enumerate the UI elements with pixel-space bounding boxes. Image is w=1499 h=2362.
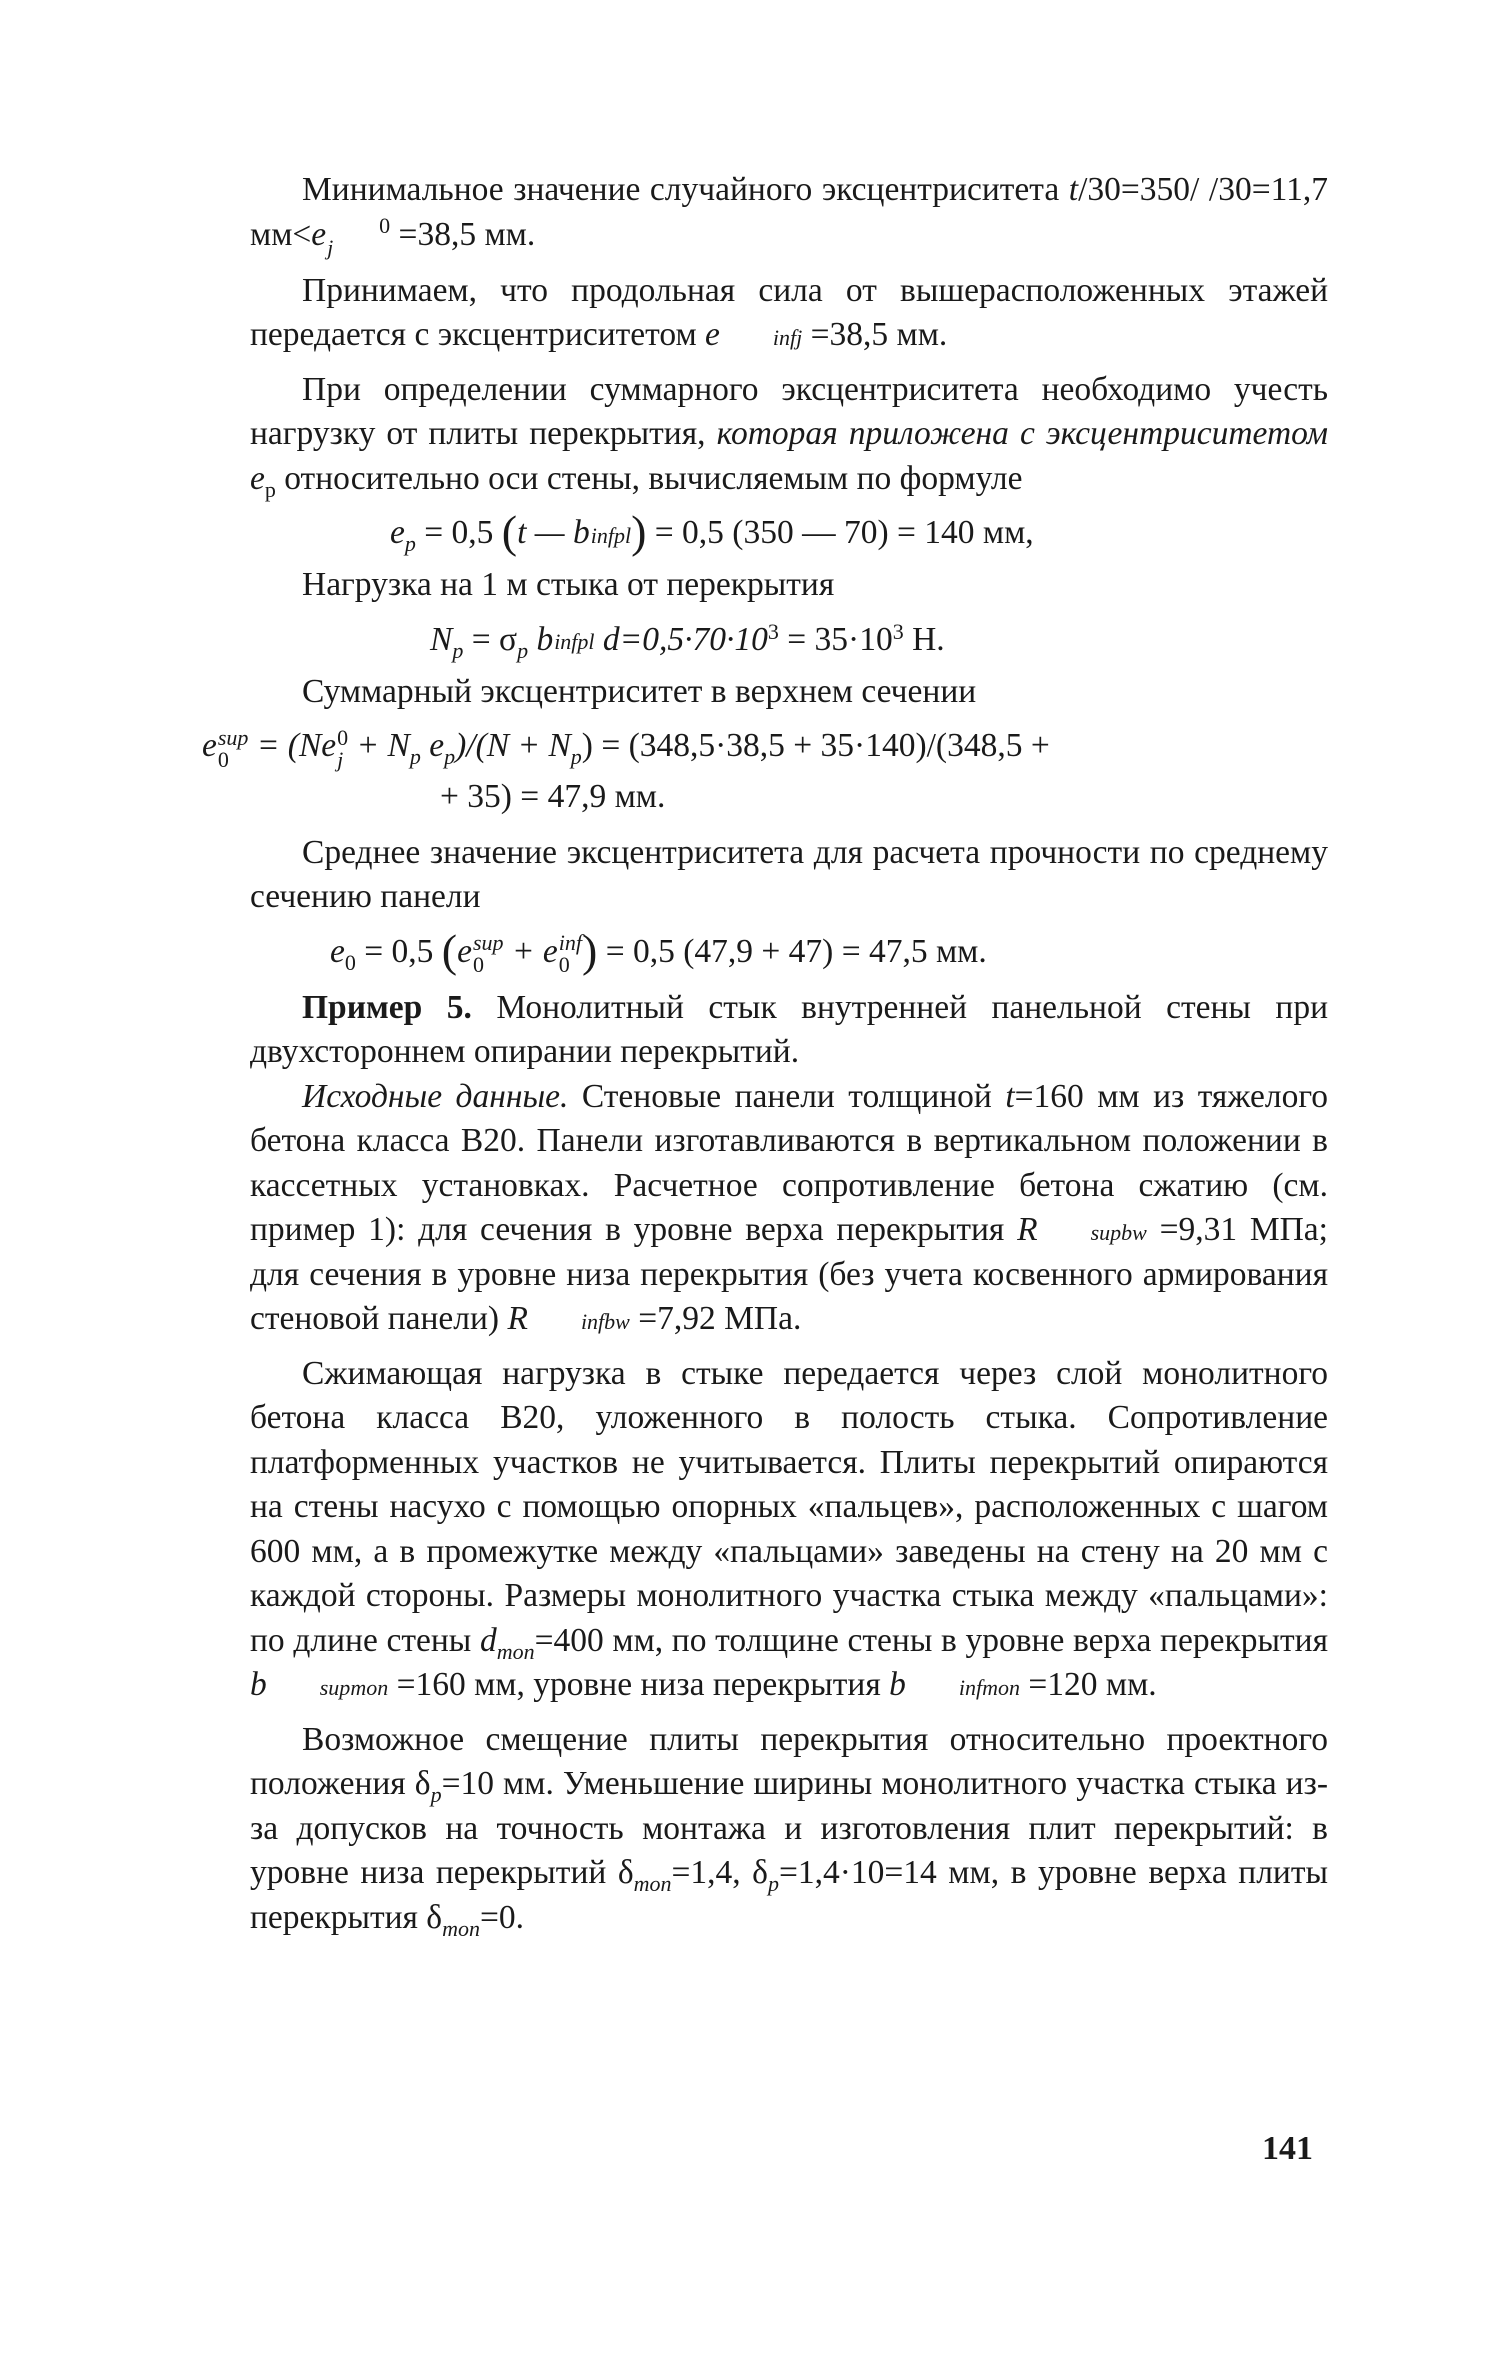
paragraph-min-eccentricity <box>250 168 1328 259</box>
text: Возможное смещение плиты перекрытия относительно проектного положения δ <box>250 1720 1328 1803</box>
text: Минимальное значение случайного эксцентриситета <box>302 171 1069 208</box>
text: R <box>507 1300 528 1338</box>
sup: 0 <box>379 212 391 238</box>
sup: sup <box>217 724 249 750</box>
text: b <box>528 620 554 658</box>
formula-np <box>430 616 1328 664</box>
text: e <box>705 316 720 354</box>
sub: 0 <box>472 951 484 977</box>
formula-ep <box>390 506 1328 558</box>
text: e <box>311 215 327 253</box>
text: e <box>457 932 472 970</box>
text: Принимаем, что продольная сила от вышерасположенных этажей передается с эксцентриситетом <box>250 271 1328 354</box>
sup: inf <box>580 1308 605 1334</box>
formula-e0 <box>330 924 1328 977</box>
sub: pl <box>577 629 595 655</box>
sup: inf <box>772 324 797 350</box>
text: t — <box>517 514 573 552</box>
text: относительно оси стены, вычисляемым по формуле <box>275 459 1023 497</box>
text: =9,31 МПа; для сечения в уровне низа перекрытия (без учета косвенного армирования стеновой панели) <box>250 1211 1328 1338</box>
sub: p <box>570 744 582 770</box>
text: Стеновые панели толщиной <box>568 1077 1006 1115</box>
paragraph-mean-eccentricity <box>250 831 1328 920</box>
sup-sub <box>721 324 803 350</box>
paren: ) <box>582 924 598 976</box>
sub: p <box>767 1871 779 1897</box>
text: Сжимающая нагрузка в стыке передается через слой монолитного бетона класса В20, уложенного в полость стыка. Сопротивление платформенных участков не учитывается. Плиты перекрытий опираются на стены насухо с помощью опорных «пальцев», расположенных с шагом 600 мм, а в промежутке между «пальцами» заведены на стену на 20 мм с каждой стороны. Размеры монолитного участка стыка между «пальцами»: по длине стены <box>250 1354 1328 1659</box>
sub: j <box>796 324 803 350</box>
text: d <box>479 1621 497 1659</box>
sup: sup <box>472 929 504 955</box>
text: t <box>1005 1077 1015 1115</box>
text: =38,5 мм. <box>810 316 948 354</box>
text: =1,4·10=14 мм, в уровне верха плиты перекрытия δ <box>250 1854 1328 1936</box>
paragraph-total-upper <box>250 670 1328 715</box>
text: R <box>1017 1211 1038 1249</box>
sup-sub <box>554 631 594 653</box>
sub: p <box>444 744 456 770</box>
sup-sub <box>472 929 504 977</box>
sup-sub <box>529 1308 630 1334</box>
example-heading: Пример 5. <box>302 988 472 1026</box>
text: e <box>250 459 265 497</box>
sup-sub <box>268 1674 389 1700</box>
text: e <box>420 727 445 765</box>
paragraph-example-5 <box>250 986 1328 1075</box>
text: Н. <box>903 620 945 658</box>
sub: p <box>430 1782 442 1808</box>
text: Нагрузка на 1 м стыка от перекрытия <box>302 566 835 604</box>
sup-sub <box>327 212 391 260</box>
text: )/(N + N <box>455 727 571 765</box>
paragraph-slab-offset <box>250 1718 1328 1941</box>
text: = 0,5 <box>355 932 442 970</box>
sub: p <box>452 637 464 663</box>
text: =400 мм, по толщине стены в уровне верха перекрытия <box>534 1621 1328 1659</box>
sub: mon <box>496 1638 535 1664</box>
text: e <box>390 514 405 552</box>
sup: inf <box>958 1674 983 1700</box>
text: = σ <box>463 620 518 658</box>
text: + N <box>348 727 410 765</box>
text: b <box>889 1666 906 1704</box>
sup-sub <box>558 929 583 977</box>
text: t <box>1068 171 1079 208</box>
text: d=0,5·70·10 <box>594 620 768 658</box>
text: + e <box>503 932 558 970</box>
paragraph-initial-data <box>250 1075 1328 1342</box>
sup: 3 <box>767 618 779 644</box>
text: =7,92 МПа. <box>638 1300 802 1338</box>
sup: inf <box>590 522 614 548</box>
text: ) = (348,5·38,5 + 35·140)/(348,5 + <box>581 727 1050 765</box>
sub: mon <box>442 1915 480 1941</box>
sup: inf <box>558 929 583 955</box>
sub: j <box>337 746 344 772</box>
text: N <box>430 620 453 658</box>
sup-sub <box>590 522 632 548</box>
sub: mon <box>350 1674 389 1700</box>
sup-sub <box>337 724 349 772</box>
text: = (Ne <box>248 727 337 765</box>
text: =1,4, δ <box>671 1854 768 1892</box>
paren: ( <box>441 924 458 976</box>
sup: sup <box>1090 1219 1122 1245</box>
text: которая приложена с эксцентриситетом <box>716 415 1328 453</box>
text: =0. <box>479 1898 525 1936</box>
text: b <box>250 1666 267 1704</box>
text: =10 мм. Уменьшение ширины монолитного участка стыка из-за допусков на точность монтажа и изготовления плит перекрытий: в уровне низа перекрытий δ <box>250 1765 1328 1892</box>
text: = 35·10 <box>778 620 893 658</box>
sub: bw <box>1121 1219 1147 1245</box>
text-block <box>202 168 1328 1941</box>
sup: sup <box>319 1674 351 1700</box>
text: При определении суммарного эксцентриситета необходимо учесть нагрузку от плиты перекрытия, <box>250 370 1328 453</box>
text: e <box>202 727 217 765</box>
sub: pl <box>613 522 632 548</box>
text: Среднее значение эксцентриситета для расчета прочности по среднему сечению панели <box>250 833 1328 916</box>
text: Суммарный эксцентриситет в верхнем сечении <box>302 672 977 710</box>
text: + 35) = 47,9 мм. <box>440 777 666 815</box>
sup: 3 <box>892 618 904 644</box>
text: =38,5 мм. <box>398 215 536 253</box>
text: =160 мм, уровне низа перекрытия <box>396 1666 890 1704</box>
text: Монолитный стык внутренней панельной стены при двухстороннем опирании перекрытий. <box>250 988 1328 1071</box>
sub: p <box>404 531 416 557</box>
formula-e0-sup-continued <box>440 773 1328 821</box>
text: /30=350/ /30=11,7 мм< <box>250 171 1328 253</box>
text: =160 мм из тяжелого бетона класса В20. Панели изготавливаются в вертикальном положении в кассетных установках. Расчетное сопротивление бетона сжатию (см. пример 1): для сечения в уровне верха перекрытия <box>250 1077 1328 1249</box>
text: =120 мм. <box>1028 1666 1157 1704</box>
sub: mon <box>633 1871 672 1897</box>
sub: 0 <box>217 746 229 772</box>
formula-e0-sup <box>202 722 1328 770</box>
text: = 0,5 (47,9 + 47) = 47,5 мм. <box>597 932 987 970</box>
paren: ) <box>631 506 647 558</box>
text: b <box>572 514 590 552</box>
text: = 0,5 (350 — 70) = 140 мм, <box>646 514 1034 552</box>
sub: p <box>517 637 529 663</box>
paragraph-total-eccentricity-intro <box>250 368 1328 502</box>
paren: ( <box>501 506 518 558</box>
sup-sub <box>1039 1219 1147 1245</box>
sup-sub <box>907 1674 1020 1700</box>
sup: 0 <box>337 724 349 750</box>
section-label: Исходные данные. <box>302 1077 569 1115</box>
sup: inf <box>554 629 578 655</box>
paragraph-load-per-meter <box>250 563 1328 608</box>
page-number: 141 <box>1262 2130 1313 2167</box>
sub: bw <box>604 1308 630 1334</box>
sub: 0 <box>558 951 570 977</box>
sub: 0 <box>344 949 356 975</box>
sub: p <box>409 744 421 770</box>
sup-sub <box>217 724 249 772</box>
text: = 0,5 <box>415 514 502 552</box>
paragraph-upper-floors <box>250 269 1328 358</box>
sub: j <box>327 234 334 260</box>
paragraph-compressive-load <box>250 1352 1328 1708</box>
sub: p <box>264 476 276 502</box>
sub: mon <box>982 1674 1020 1700</box>
text: e <box>330 932 345 970</box>
